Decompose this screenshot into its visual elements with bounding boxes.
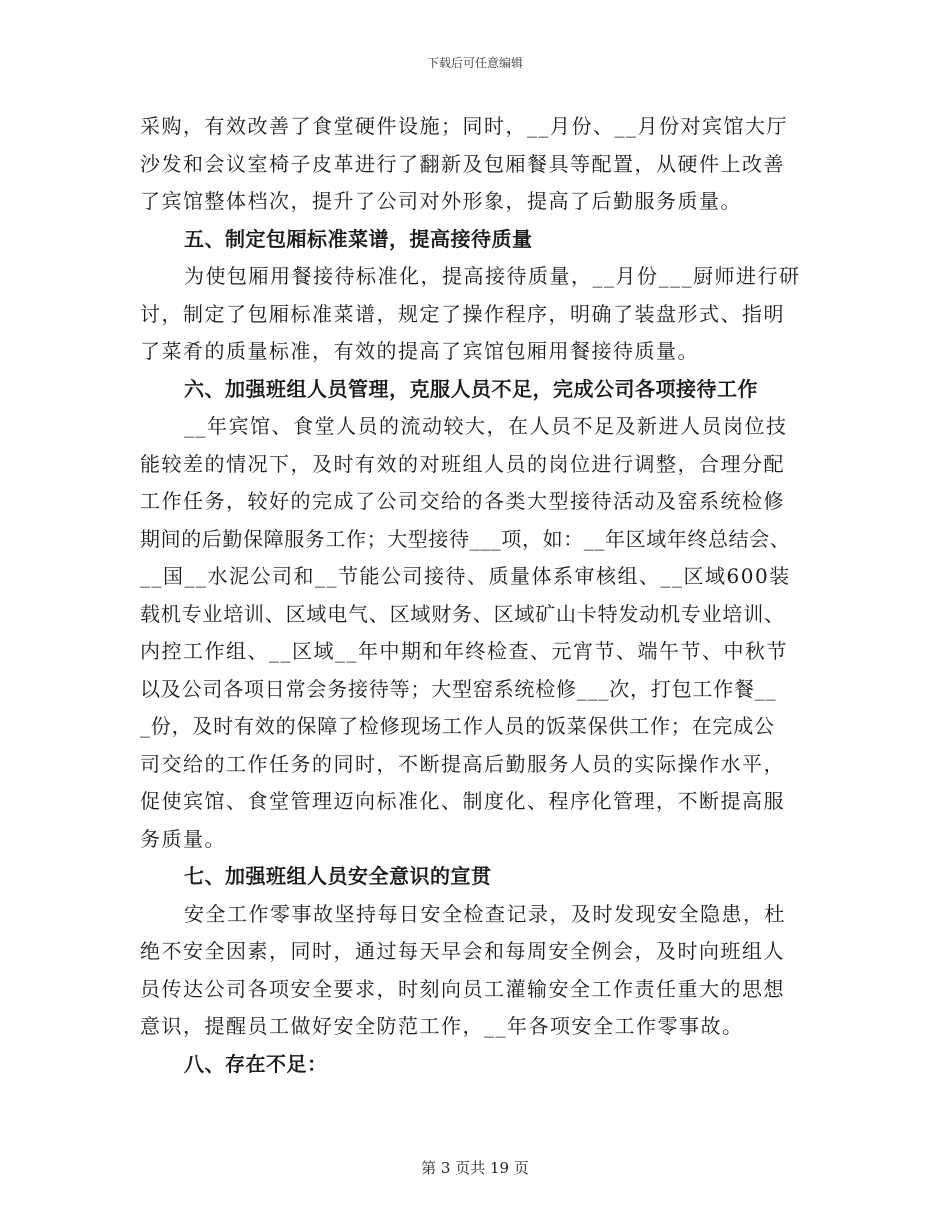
text-line: 沙发和会议室椅子皮革进行了翻新及包厢餐具等配置，从硬件上改善 — [140, 151, 785, 176]
section-heading-6: 六、加强班组人员管理，克服人员不足，完成公司各项接待工作 — [184, 376, 758, 401]
text-line: 采购，有效改善了食堂硬件设施；同时，__月份、__月份对宾馆大厅 — [140, 114, 788, 138]
text-line: 以及公司各项日常会务接待等；大型窑系统检修___次，打包工作餐__ — [140, 676, 777, 701]
text-line: 促使宾馆、食堂管理迈向标准化、制度化、程序化管理，不断提高服 — [140, 789, 785, 813]
text-line: 载机专业培训、区域电气、区域财务、区域矿山卡特发动机专业培训、 — [140, 601, 785, 626]
text-line: 员传达公司各项安全要求，时刻向员工灌输安全工作责任重大的思想 — [140, 976, 785, 1001]
text-line: 务质量。 — [140, 826, 226, 851]
text-line: 了菜肴的质量标准，有效的提高了宾馆包厢用餐接待质量。 — [140, 339, 699, 363]
text-line: 能较差的情况下，及时有效的对班组人员的岗位进行调整，合理分配 — [140, 451, 785, 476]
page-number-footer: 第 3 页共 19 页 — [421, 1159, 529, 1177]
text-line: 为使包厢用餐接待标准化，提高接待质量，__月份___厨师进行研 — [184, 264, 801, 288]
text-line: __年宾馆、食堂人员的流动较大，在人员不足及新进人员岗位技 — [184, 414, 788, 438]
text-line: 绝不安全因素，同时，通过每天早会和每周安全例会，及时向班组人 — [140, 939, 785, 963]
section-heading-7: 七、加强班组人员安全意识的宣贯 — [184, 864, 492, 888]
document-body — [140, 108, 820, 1083]
section-heading-5: 五、制定包厢标准菜谱，提高接待质量 — [184, 226, 533, 251]
text-line: 内控工作组、__区域__年中期和年终检查、元宵节、端午节、中秋节 — [140, 639, 788, 663]
text-line: 司交给的工作任务的同时，不断提高后勤服务人员的实际操作水平， — [140, 751, 785, 776]
text-line: 安全工作零事故坚持每日安全检查记录，及时发现安全隐患，杜 — [184, 901, 786, 926]
text-line: 讨，制定了包厢标准菜谱，规定了操作程序，明确了装盘形式、指明 — [140, 301, 785, 326]
text-line: 意识，提醒员工做好安全防范工作，__年各项安全工作零事故。 — [140, 1014, 744, 1038]
text-line: 工作任务，较好的完成了公司交给的各类大型接待活动及窑系统检修 — [140, 489, 785, 513]
page-header: 下载后可任意编辑 — [426, 56, 523, 70]
text-line: _份，及时有效的保障了检修现场工作人员的饭菜保供工作；在完成公 — [140, 714, 775, 738]
section-heading-8: 八、存在不足： — [184, 1051, 328, 1076]
text-line: __国__水泥公司和__节能公司接待、质量体系审核组、__区域600装 — [140, 564, 791, 588]
text-line: 了宾馆整体档次，提升了公司对外形象，提高了后勤服务质量。 — [140, 189, 742, 213]
text-line: 期间的后勤保障服务工作；大型接待___项，如：__年区域年终总结会、 — [140, 526, 791, 551]
